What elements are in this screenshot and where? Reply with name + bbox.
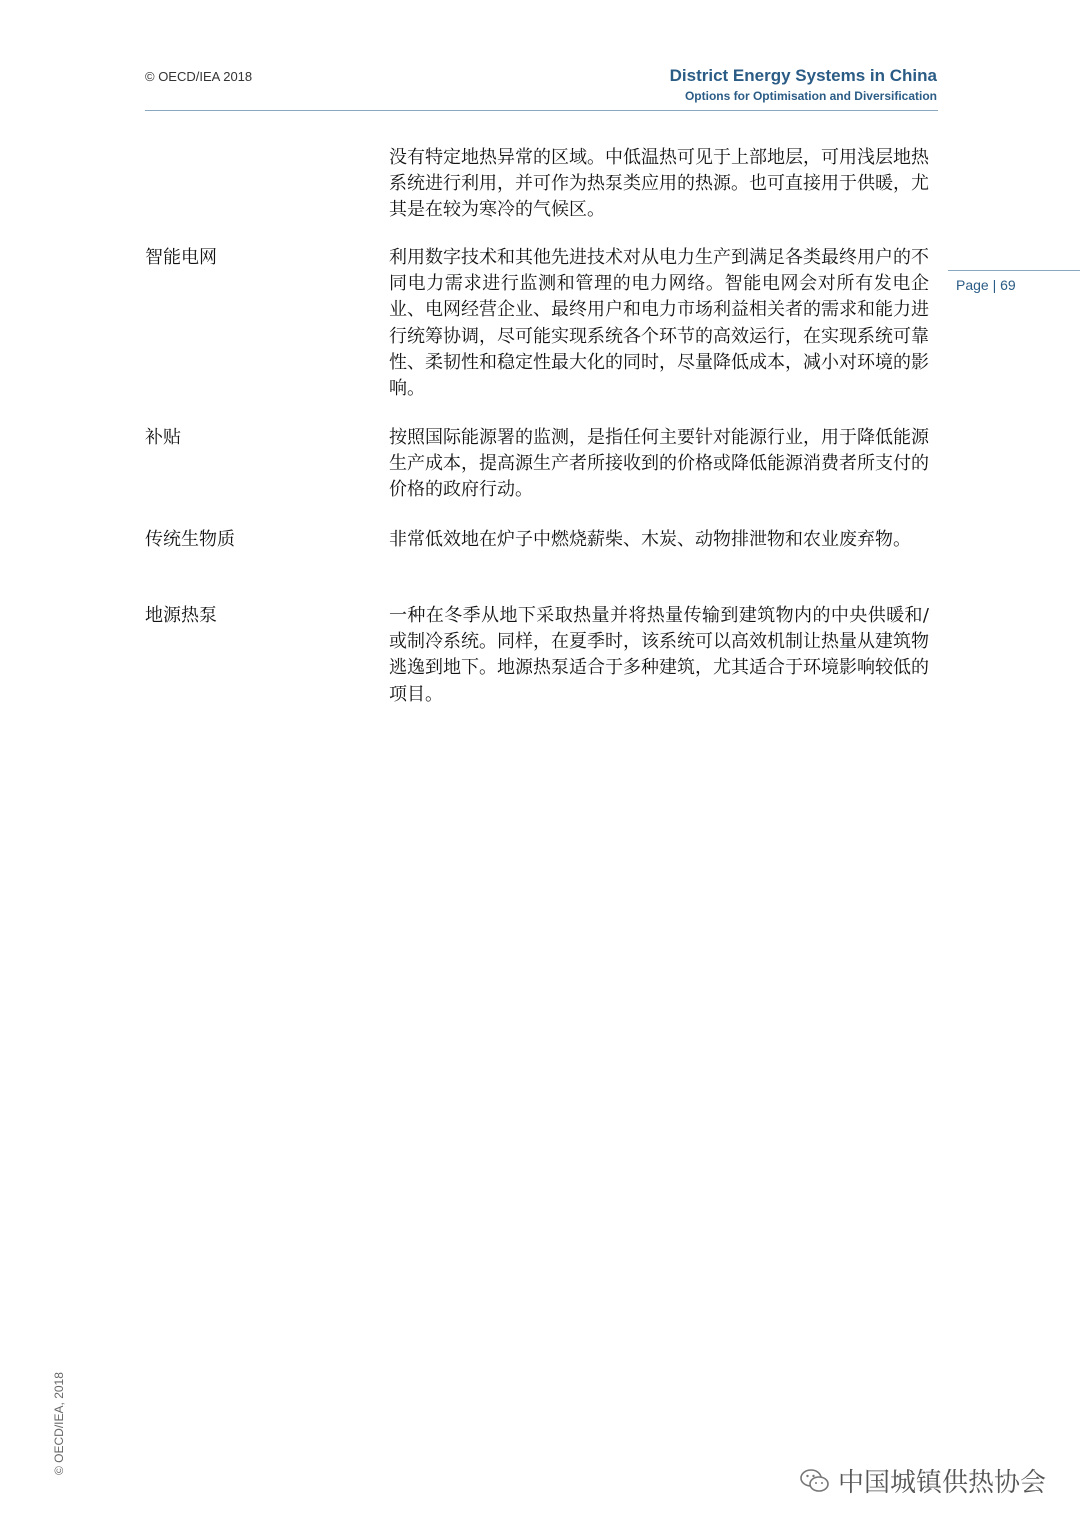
glossary-term: 传统生物质 (145, 529, 235, 550)
glossary-term: 补贴 (145, 427, 181, 448)
glossary-term: 智能电网 (145, 247, 217, 268)
document-subtitle: Options for Optimisation and Diversification (684, 89, 937, 103)
page-number: Page | 69 (956, 277, 1016, 293)
glossary-definition: 按照国际能源署的监测，是指任何主要针对能源行业，用于降低能源生产成本，提高源生产者所接收到的价格或降低能源消费者所支付的价格的政府行动。 (389, 427, 929, 501)
header-title-block (670, 65, 937, 105)
header-copyright: © OECD/IEA 2018 (145, 69, 253, 84)
glossary-definition: 非常低效地在炉子中燃烧薪柴、木炭、动物排泄物和农业废弃物。 (389, 529, 911, 550)
glossary-definition: 没有特定地热异常的区域。中低温热可见于上部地层，可用浅层地热系统进行利用，并可作为热泵类应用的热源。也可直接用于供暖，尤其是在较为寒冷的气候区。 (389, 147, 929, 221)
header-divider (145, 110, 938, 111)
side-copyright: © OECD/IEA, 2018 (52, 1372, 66, 1475)
glossary-definition: 利用数字技术和其他先进技术对从电力生产到满足各类最终用户的不同电力需求进行监测和管理的电力网络。智能电网会对所有发电企业、电网经营企业、最终用户和电力市场利益相关者的需求和能力进行统筹协调，尽可能实现系统各个环节的高效运行，在实现系统可靠性、柔韧性和稳定性最大化的同时，尽量降低成本，减小对环境的影响。 (389, 247, 929, 400)
page-number-divider (948, 270, 1080, 271)
wechat-icon (800, 1468, 830, 1494)
glossary-definition: 一种在冬季从地下采取热量并将热量传输到建筑物内的中央供暖和/或制冷系统。同样，在夏季时，该系统可以高效机制让热量从建筑物逃逸到地下。地源热泵适合于多种建筑，尤其适合于环境影响较低的项目。 (389, 605, 929, 705)
document-title: District Energy Systems in China (669, 66, 937, 85)
watermark-text: 中国城镇供热协会 (837, 1468, 1046, 1498)
watermark (800, 1462, 1046, 1499)
glossary-term: 地源热泵 (145, 605, 217, 626)
